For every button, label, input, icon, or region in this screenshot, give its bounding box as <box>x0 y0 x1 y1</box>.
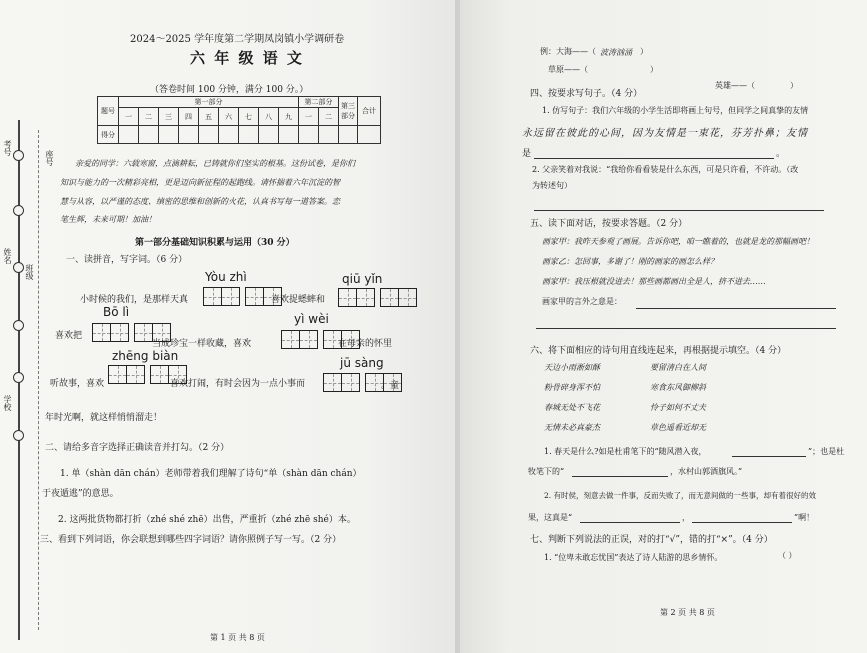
intro-line: 笔生辉，未来可期！加油！ <box>60 215 156 224</box>
exam-info: （答卷时间 100 分钟，满分 100 分。） <box>150 85 309 95</box>
poem-right[interactable]: 寒食东风御柳斜 <box>650 383 706 392</box>
score-cell[interactable] <box>239 126 259 144</box>
q4-item1-cont: 永远留在彼此的心间，因为友情是一束花，芬芳扑鼻；友情 <box>522 128 808 139</box>
score-total-label: 合计 <box>358 97 381 126</box>
q6-item1-d: ，水村山郭酒旗风。” <box>670 467 743 476</box>
answer-line[interactable] <box>534 158 774 159</box>
score-col: 一 <box>119 108 139 126</box>
q5-title: 五、读下面对话，按要求答题。（2 分） <box>530 219 688 229</box>
q4-item1: 1. 仿写句子：我们六年级的小学生活即将画上句号，但同学之间真挚的友情 <box>542 106 809 115</box>
binding-ring <box>13 430 24 441</box>
score-col: 五 <box>199 108 219 126</box>
score-cell[interactable] <box>259 126 279 144</box>
score-cell[interactable] <box>139 126 159 144</box>
judge-paren[interactable]: （ ） <box>778 551 797 560</box>
pinyin-label: jū sàng <box>340 356 384 370</box>
score-col: 四 <box>179 108 199 126</box>
score-col: 二 <box>139 108 159 126</box>
intro-line: 慧与从容，以严谨的态度、缜密的思维和创新的火花，认真书写每一道答案。恋 <box>60 197 340 206</box>
binding-ring <box>13 320 24 331</box>
q5-line: 画家甲：我昨天参观了画展。告诉你吧，咱一瞧着的，也就是龙的那幅画吧！ <box>542 237 814 246</box>
answer-line[interactable] <box>732 456 806 457</box>
score-cell[interactable] <box>219 126 239 144</box>
page-footer: 第 2 页 共 8 页 <box>660 608 715 617</box>
score-col: 六 <box>219 108 239 126</box>
pinyin-label: zhēng biàn <box>112 349 179 363</box>
q1-line2-c: 在母亲的怀里 <box>338 339 393 349</box>
answer-line[interactable] <box>536 328 836 329</box>
intro-line: 知识与能力的一次精彩亮相，更是迈向新征程的起跑线。请怀揣着六年沉淀的智 <box>60 178 340 187</box>
score-cell[interactable] <box>159 126 179 144</box>
score-col: 一 <box>299 108 319 126</box>
pinyin-label: yì wèi <box>294 312 329 326</box>
tianzige-box[interactable] <box>338 288 416 307</box>
q2-item1: 1. 单（shàn dān chán）老师带着我们理解了诗句“单（shàn dān chán） <box>60 469 362 479</box>
binding-school: 学校 <box>3 395 12 411</box>
score-col: 八 <box>259 108 279 126</box>
q2-title: 二、请给多音字选择正确读音并打勾。（2 分） <box>45 443 230 453</box>
exam-subject: 六 年 级 语 文 <box>190 49 304 67</box>
score-cell[interactable] <box>319 126 339 144</box>
binding-ring <box>13 205 24 216</box>
example-a-answer: 波涛汹涌 <box>600 48 632 57</box>
score-part3-label: 第三部分 <box>339 97 358 126</box>
binding-class: 班级 <box>25 264 34 280</box>
score-cell[interactable] <box>279 126 299 144</box>
score-col: 九 <box>279 108 299 126</box>
exam-header-title: 2024～2025 学年度第二学期凤岗镇小学调研卷 <box>130 34 345 45</box>
example-a-label: 例：大海——（ <box>540 47 596 56</box>
score-table <box>97 96 381 144</box>
q5-line: 画家乙：怎回事，多谢了！刚的画家的画怎么样？ <box>542 257 718 266</box>
poem-right[interactable]: 怜子如何不丈夫 <box>650 403 706 412</box>
pinyin-label: Bō lì <box>103 305 130 319</box>
q6-item2-d: ”啊！ <box>794 513 815 522</box>
q6-item2-c: ， <box>682 513 690 522</box>
q2-item1-cont: 于夜遁逃”的意思。 <box>42 489 119 499</box>
part1-title: 第一部分基础知识积累与运用（30 分） <box>135 238 295 248</box>
answer-line[interactable] <box>692 522 792 523</box>
q1-line2-b: 当成珍宝一样收藏，喜欢 <box>152 339 252 349</box>
q2-item2: 2. 这两批货物都打折（zhé shé zhē）出售，严重折（zhé zhē shé）本。 <box>58 515 356 525</box>
q1-line3-b: 喜欢打闹，有时会因为一点小事而 <box>170 379 306 389</box>
q4-item2: 2. 父亲笑着对我说：“我给你看看装是什么东西，可是只许看，不许动。（改 <box>532 165 799 174</box>
q1-line3-a: 听故事，喜欢 <box>50 379 105 389</box>
answer-line[interactable] <box>572 476 668 477</box>
intro-line: 亲爱的同学：六载寒窗，点滴耕耘，已铸就你们坚实的根基。这份试卷，是你们 <box>75 159 355 168</box>
poem-right[interactable]: 要留清白在人间 <box>650 363 706 372</box>
answer-line[interactable] <box>636 308 836 309</box>
q1-line4: 年时光啊，就这样悄悄溜走！ <box>45 413 163 423</box>
binding-ring <box>13 150 24 161</box>
answer-line[interactable] <box>580 522 680 523</box>
q4-item1-prefix: 是 <box>522 149 532 159</box>
example-b-label: 草原——（ <box>548 65 588 74</box>
poem-left[interactable]: 粉骨碎身浑不怕 <box>544 383 600 392</box>
binding-exam-no: 考号 <box>3 140 12 156</box>
score-cell[interactable] <box>358 126 381 144</box>
example-a-close: ） <box>640 47 648 56</box>
example-c-label: 英雄——（ <box>715 81 755 90</box>
q6-item2-b: 果，这真是“ <box>528 513 573 522</box>
q6-item1-b: ”；也是杜 <box>808 447 845 456</box>
score-part1-label: 第一部分 <box>119 97 299 108</box>
q1-line1-a: 小时候的我们，是那样天真 <box>80 295 189 305</box>
binding-name: 姓名 <box>3 248 12 264</box>
q6-title: 六、将下面相应的诗句用直线连起来，再根据提示填空。（4 分） <box>530 346 787 356</box>
example-c-close: ） <box>790 81 798 90</box>
score-cell[interactable] <box>339 126 358 144</box>
score-row-label: 题号 <box>98 97 119 126</box>
q4-item1-suffix: 。 <box>776 149 786 159</box>
answer-line[interactable] <box>534 210 824 211</box>
q7-item1: 1. “位卑未敢忘忧国”表达了诗人陆游的思乡情怀。 <box>544 553 723 562</box>
q1-line3-c: 。童 <box>381 381 400 391</box>
score-cell[interactable] <box>179 126 199 144</box>
q1-line2-a: 喜欢把 <box>55 331 83 341</box>
q5-line: 画家甲：我压根就没进去！那些画都画出全是人，挤不进去…… <box>542 277 766 286</box>
example-b-close: ） <box>650 65 658 74</box>
poem-left[interactable]: 天边小雨淅如酥 <box>544 363 600 372</box>
q4-title: 四、按要求写句子。（4 分） <box>530 89 643 99</box>
q6-item2: 2. 有时侯，刻意去做一件事，反而失败了，而无意间做的一些事，却有着很好的效 <box>544 491 817 500</box>
score-row-label: 得分 <box>98 126 119 144</box>
page-footer: 第 1 页 共 8 页 <box>210 633 265 642</box>
score-cell[interactable] <box>119 126 139 144</box>
poem-right[interactable]: 草色遥看近却无 <box>650 423 706 432</box>
score-part2-label: 第二部分 <box>299 97 339 108</box>
score-cell[interactable] <box>299 126 319 144</box>
binding-dashed-line <box>38 130 39 630</box>
q6-item1-c: 牧笔下的“ <box>528 467 565 476</box>
q1-title: 一、读拼音，写字词。（6 分） <box>66 255 188 265</box>
q5-line: 画家甲的言外之意是： <box>542 297 622 306</box>
score-col: 二 <box>319 108 339 126</box>
pinyin-label: Yòu zhì <box>205 270 247 284</box>
score-cell[interactable] <box>199 126 219 144</box>
q1-line1-b: ，喜欢捉蟋蟀和 <box>262 295 326 305</box>
q3-title: 三、看到下列词语，你会联想到哪些四字词语？请你照例子写一写。（2 分） <box>40 535 342 545</box>
right-page <box>460 0 867 653</box>
binding-ring <box>13 372 24 383</box>
q6-item1: 1. 春天是什么?如是杜甫笔下的“随风潜入夜， <box>544 447 707 456</box>
binding-seat: 座号 <box>45 150 54 166</box>
score-col: 三 <box>159 108 179 126</box>
score-col: 七 <box>239 108 259 126</box>
binding-ring <box>13 262 24 273</box>
pinyin-label: qiū yǐn <box>342 272 383 286</box>
poem-left[interactable]: 春城无处不飞花 <box>544 403 600 412</box>
q4-item2-cont: 为转述句） <box>532 181 572 190</box>
poem-left[interactable]: 无情未必真豪杰 <box>544 423 600 432</box>
q7-title: 七、判断下列说法的正误，对的打“√”，错的打“×”。（4 分） <box>530 535 773 545</box>
